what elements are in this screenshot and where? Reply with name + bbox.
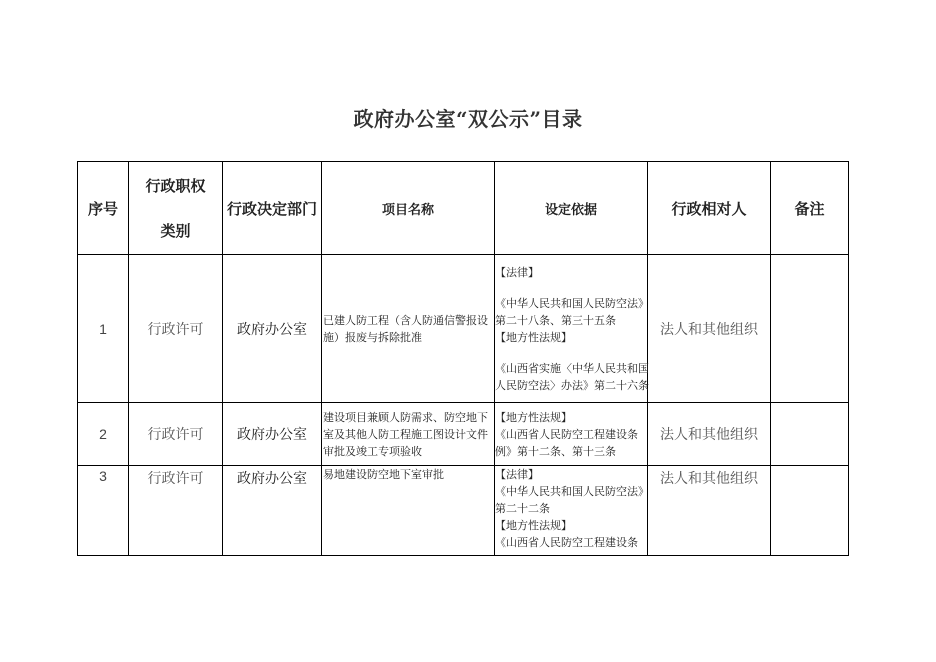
basis-line: 《中华人民共和国人民防空法》 bbox=[495, 296, 649, 310]
header-row bbox=[78, 162, 849, 255]
row-seq: 2 bbox=[78, 403, 129, 466]
basis-line: 【法律】 bbox=[495, 265, 539, 279]
row-project: 建设项目兼顾人防需求、防空地下室及其他人防工程施工图设计文件审批及竣工专项验收 bbox=[322, 403, 495, 466]
basis-line: 【法律】 bbox=[495, 468, 539, 481]
row-remarks bbox=[771, 403, 849, 466]
row-seq: 3 bbox=[78, 466, 129, 556]
document-title: 政府办公室“双公示”目录 bbox=[353, 107, 583, 131]
catalog-table bbox=[77, 161, 849, 556]
header-category bbox=[129, 162, 223, 255]
basis-line: 《山西省人民防空工程建设条 bbox=[495, 536, 638, 549]
row-remarks bbox=[771, 466, 849, 556]
header-counterparty: 行政相对人 bbox=[648, 162, 771, 255]
row-category: 行政许可 bbox=[129, 466, 223, 556]
row-basis bbox=[495, 403, 648, 466]
header-basis: 设定依据 bbox=[495, 162, 648, 255]
header-department: 行政决定部门 bbox=[223, 162, 322, 255]
row-department: 政府办公室 bbox=[223, 466, 322, 556]
row-basis bbox=[495, 466, 648, 556]
row-counterparty: 法人和其他组织 bbox=[648, 403, 771, 466]
header-remarks: 备注 bbox=[771, 162, 849, 255]
row-basis bbox=[495, 255, 648, 403]
basis-line: 例》第十二条、第十三条 bbox=[495, 444, 616, 458]
header-category-line2: 类别 bbox=[160, 222, 191, 240]
basis-line: 【地方性法规】 bbox=[495, 410, 572, 424]
row-category: 行政许可 bbox=[129, 255, 223, 403]
row-project: 已建人防工程（含人防通信警报设施）报废与拆除批准 bbox=[322, 255, 495, 403]
row-counterparty: 法人和其他组织 bbox=[648, 255, 771, 403]
table-row bbox=[78, 255, 849, 403]
row-seq: 1 bbox=[78, 255, 129, 403]
basis-line: 第二十二条 bbox=[495, 502, 550, 515]
header-seq: 序号 bbox=[78, 162, 129, 255]
header-project: 项目名称 bbox=[322, 162, 495, 255]
basis-line: 【地方性法规】 bbox=[495, 330, 572, 344]
basis-line: 《山西省人民防空工程建设条 bbox=[495, 427, 638, 441]
table-row bbox=[78, 466, 849, 556]
row-project: 易地建设防空地下室审批 bbox=[322, 466, 495, 556]
basis-line: 第二十八条、第三十五条 bbox=[495, 313, 616, 327]
basis-line: 《山西省实施〈中华人民共和国 bbox=[495, 361, 649, 375]
table-row bbox=[78, 403, 849, 466]
row-category: 行政许可 bbox=[129, 403, 223, 466]
row-department: 政府办公室 bbox=[223, 255, 322, 403]
row-department: 政府办公室 bbox=[223, 403, 322, 466]
row-remarks bbox=[771, 255, 849, 403]
basis-line: 《中华人民共和国人民防空法》 bbox=[495, 485, 649, 498]
header-category-line1: 行政职权 bbox=[145, 177, 206, 195]
basis-line: 【地方性法规】 bbox=[495, 519, 572, 532]
row-counterparty: 法人和其他组织 bbox=[648, 466, 771, 556]
basis-line: 人民防空法〉办法》第二十六条 bbox=[495, 378, 649, 392]
